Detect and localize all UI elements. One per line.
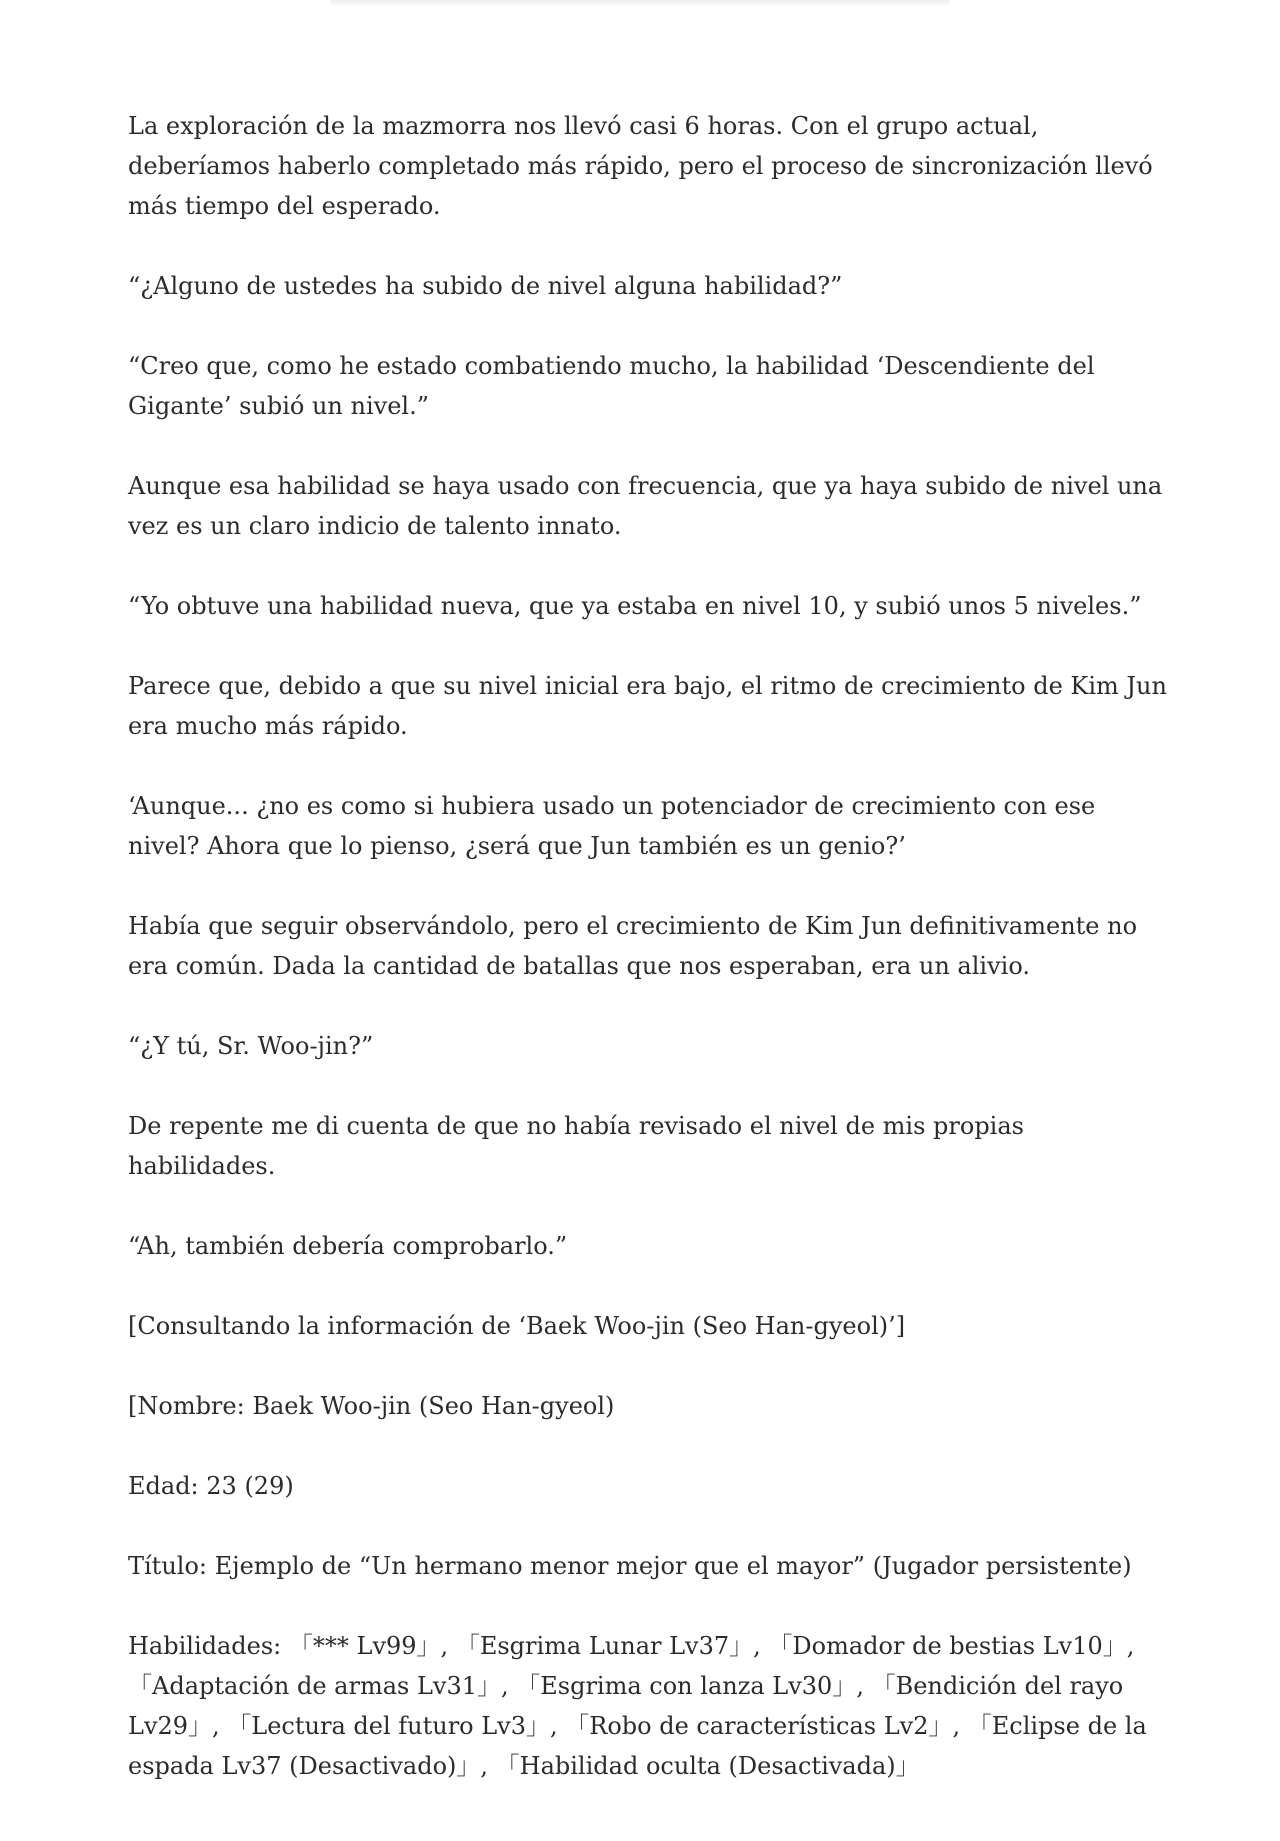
paragraph: Había que seguir observándolo, pero el crecimiento de Kim Jun definitivamente no era común. Dada la cantidad de batallas que nos esperaban, era un alivio. <box>128 912 1145 980</box>
status-name: [Nombre: Baek Woo-jin (Seo Han-gyeol) <box>128 1392 615 1420</box>
paragraph: “¿Y tú, Sr. Woo-jin?” <box>128 1032 374 1060</box>
status-age: Edad: 23 (29) <box>128 1472 294 1500</box>
paragraph: “Ah, también debería comprobarlo.” <box>128 1232 568 1260</box>
paragraph: “Creo que, como he estado combatiendo mucho, la habilidad ‘Descendiente del Gigante’ subió un nivel.” <box>128 352 1103 420</box>
status-skills: Habilidades: 「*** Lv99」, 「Esgrima Lunar Lv37」, 「Domador de bestias Lv10」, 「Adaptación de armas Lv31」, 「Esgrima con lanza Lv30」, 「Bendición del rayo Lv29」, 「Lectura del futuro Lv3」, 「Robo de características Lv2」, 「Eclipse de la espada Lv37 (Desactivado)」, 「Habilidad oculta (Desactivada)」 <box>128 1632 1155 1780</box>
paragraph: De repente me di cuenta de que no había revisado el nivel de mis propias habilidades. <box>128 1112 1032 1180</box>
top-edge-shadow <box>330 0 950 8</box>
status-title: Título: Ejemplo de “Un hermano menor mejor que el mayor” (Jugador persistente) <box>128 1552 1132 1580</box>
paragraph: “Yo obtuve una habilidad nueva, que ya estaba en nivel 10, y subió unos 5 niveles.” <box>128 592 1142 620</box>
paragraph: “¿Alguno de ustedes ha subido de nivel alguna habilidad?” <box>128 272 843 300</box>
paragraph: Aunque esa habilidad se haya usado con frecuencia, que ya haya subido de nivel una vez es un claro indicio de talento innato. <box>128 472 1170 540</box>
paragraph: ‘Aunque... ¿no es como si hubiera usado un potenciador de crecimiento con ese nivel? Ahora que lo pienso, ¿será que Jun también es un genio?’ <box>128 792 1103 860</box>
paragraph: La exploración de la mazmorra nos llevó casi 6 horas. Con el grupo actual, deberíamos haberlo completado más rápido, pero el proceso de sincronización llevó más tiempo del esperado. <box>128 112 1161 220</box>
paragraph: Parece que, debido a que su nivel inicial era bajo, el ritmo de crecimiento de Kim Jun era mucho más rápido. <box>128 672 1175 740</box>
system-message: [Consultando la información de ‘Baek Woo-jin (Seo Han-gyeol)’] <box>128 1312 906 1340</box>
chapter-text <box>128 106 1175 1786</box>
